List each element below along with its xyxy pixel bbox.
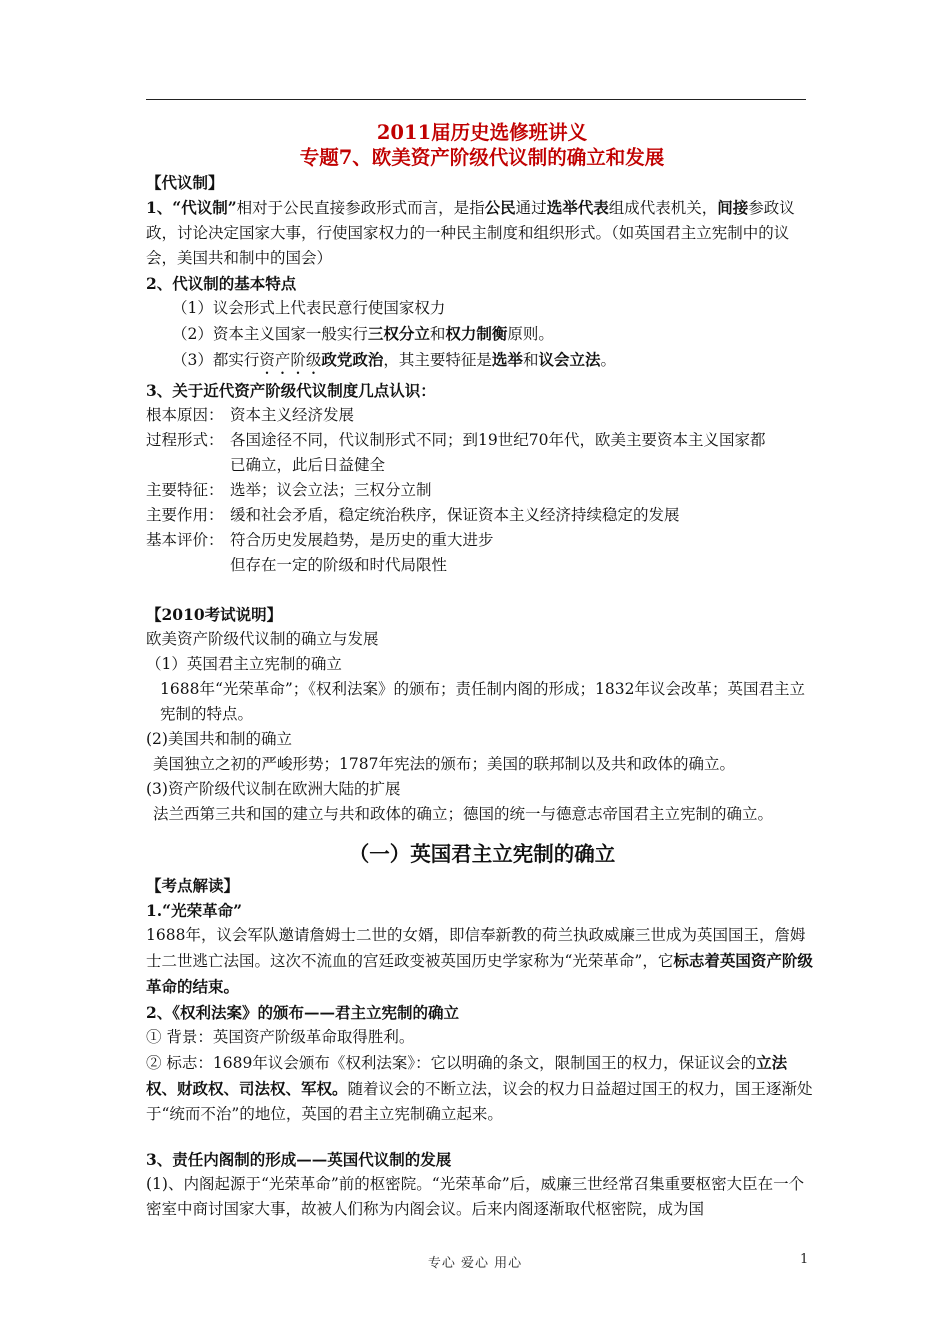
item3-text-e: 和: [522, 351, 539, 369]
row1-label: 根本原因：: [146, 406, 224, 424]
view-row-5-cont: 但存在一定的阶级和时代局限性: [230, 556, 448, 574]
uk-p1-text: 1688年，议会军队邀请詹姆士二世的女婿，即信奉新教的荷兰执政威廉三世成为英国国王，詹姆士二世逃亡法国。这次不流血的宫廷政变被英国历史学家称为“光荣革命”，它: [146, 926, 806, 970]
exam-line-2: （1）英国君主立宪制的确立: [146, 655, 342, 673]
exam-line-1: 欧美资产阶级代议制的确立与发展: [146, 630, 379, 648]
row1-text: 资本主义经济发展: [230, 406, 355, 424]
item2-text-a: （2）资本主义国家一般实行: [172, 325, 368, 343]
p1-bold-2: 选举代表: [546, 198, 609, 217]
item3-text-a: （3）都实行: [172, 351, 260, 369]
exam-line-4: (2)美国共和制的确立: [146, 730, 292, 748]
exam-line-6: (3)资产阶级代议制在欧洲大陆的扩展: [146, 780, 401, 798]
uk-p2-background: ① 背景：英国资产阶级革命取得胜利。: [146, 1028, 415, 1046]
view-row-1: [146, 403, 818, 428]
spacer: [146, 1127, 818, 1147]
p1-text-3: 组成代表机关，: [608, 199, 718, 217]
uk-heading-2: 2、《权利法案》的颁布——君主立宪制的确立: [146, 1003, 460, 1022]
p1-num: 1、: [146, 198, 173, 217]
p1-text-2: 通过: [515, 199, 547, 217]
footer-motto: 专心 爱心 用心: [427, 1256, 523, 1271]
row3-text: 选举；议会立法；三权分立制: [230, 481, 432, 499]
title-line-2: 专题7、欧美资产阶级代议制的确立和发展: [299, 146, 665, 169]
section-title-uk: （一）英国君主立宪制的确立: [348, 842, 616, 866]
uk-p2-text-a: ② 标志：1689年议会颁布《权利法案》：它以明确的条文，限制国王的权力，保证议会的: [146, 1054, 757, 1072]
row4-text: 缓和社会矛盾，稳定统治秩序，保证资本主义经济持续稳定的发展: [230, 506, 680, 524]
view-row-4: [146, 503, 818, 528]
uk-p2-text-c: 随着议会的不断立法，议会的权力日益超过国王的权力，国王逐渐处于“统而不治”的地位，英国的君主立宪制确立起来。: [146, 1080, 813, 1123]
item2-text-e: 原则。: [507, 325, 554, 343]
feature-item-2: [146, 321, 818, 347]
uk-paragraph-1: [146, 923, 818, 1000]
header-rule: [146, 99, 806, 100]
section-header-exam: 【2010考试说明】: [146, 605, 283, 624]
exam-line-5: 美国独立之初的严峻形势；1787年宪法的颁布；美国的联邦制以及共和政体的确立。: [153, 755, 735, 773]
document-page: [146, 118, 818, 1222]
p1-bold-3: 间接: [717, 198, 749, 217]
row2-label: 过程形式：: [146, 431, 224, 449]
exam-line-3: 1688年“光荣革命”；《权利法案》的颁布；责任制内阁的形成；1832年议会改革；英国君主立宪制的特点。: [160, 680, 805, 723]
row4-label: 主要作用：: [146, 506, 224, 524]
row5-text: 符合历史发展趋势，是历史的重大进步: [230, 531, 494, 549]
uk-p1-bold: 标志着英国资产阶级革命的结束。: [146, 951, 813, 996]
item2-bold-d: 权力制衡: [445, 324, 508, 343]
view-row-3: [146, 478, 818, 503]
daiyi-paragraph-1: [146, 195, 818, 271]
item3-bold-d: 选举: [491, 350, 523, 369]
title-line-1: 2011届历史选修班讲义: [376, 121, 588, 144]
spacer: [146, 578, 818, 602]
uk-p2-bold: 立法权、财政权、司法权、军权。: [146, 1053, 788, 1098]
view-row-5: [146, 528, 818, 553]
section-header-daiyi: 【代议制】: [146, 173, 224, 192]
daiyi-heading-2: 2、代议制的基本特点: [146, 274, 297, 293]
row5-label: 基本评价：: [146, 531, 224, 549]
uk-p2-sign: [146, 1050, 818, 1127]
item3-dotted: 资产阶级: [259, 351, 322, 369]
view-row-2-cont: 已确立，此后日益健全: [230, 456, 386, 474]
item2-text-c: 和: [429, 325, 446, 343]
feature-item-1: （1）议会形式上代表民意行使国家权力: [172, 299, 446, 317]
row2-text: 各国途径不同，代议制形式不同；到19世纪70年代，欧美主要资本主义国家都: [230, 431, 766, 449]
section-header-kaodian: 【考点解读】: [146, 876, 240, 895]
p1-term: “代议制”: [172, 198, 237, 217]
item3-bold-f: 议会立法: [538, 350, 601, 369]
item3-bold-b: 政党政治: [321, 350, 384, 369]
page-number: 1: [800, 1252, 809, 1267]
view-row-2: [146, 428, 818, 453]
uk-heading-1: 1.“光荣革命”: [146, 901, 243, 920]
feature-item-3: [146, 347, 818, 378]
uk-paragraph-3: (1)、内阁起源于“光荣革命”前的枢密院。“光荣革命”后，威廉三世经常召集重要枢密大臣在一个密室中商讨国家大事，故被人们称为内阁会议。后来内阁逐渐取代枢密院，成为国: [146, 1175, 805, 1218]
uk-heading-3: 3、责任内阁制的形成——英国代议制的发展: [146, 1150, 452, 1169]
item3-text-c: ，其主要特征是: [383, 351, 492, 369]
p1-text-1: 相对于公民直接参政形式而言，是指: [236, 199, 485, 217]
row3-label: 主要特征：: [146, 481, 224, 499]
p1-bold-1: 公民: [484, 198, 516, 217]
item3-text-g: 。: [600, 351, 616, 369]
p1-text-4: 参政议政，讨论决定国家大事，行使国家权力的一种民主制度和组织形式。（如英国君主立宪制中的议会，美国共和制中的国会）: [146, 199, 795, 267]
item2-bold-b: 三权分立: [367, 324, 430, 343]
daiyi-heading-3: 3、关于近代资产阶级代议制度几点认识：: [146, 381, 436, 400]
exam-line-7: 法兰西第三共和国的建立与共和政体的确立；德国的统一与德意志帝国君主立宪制的确立。: [153, 805, 774, 823]
